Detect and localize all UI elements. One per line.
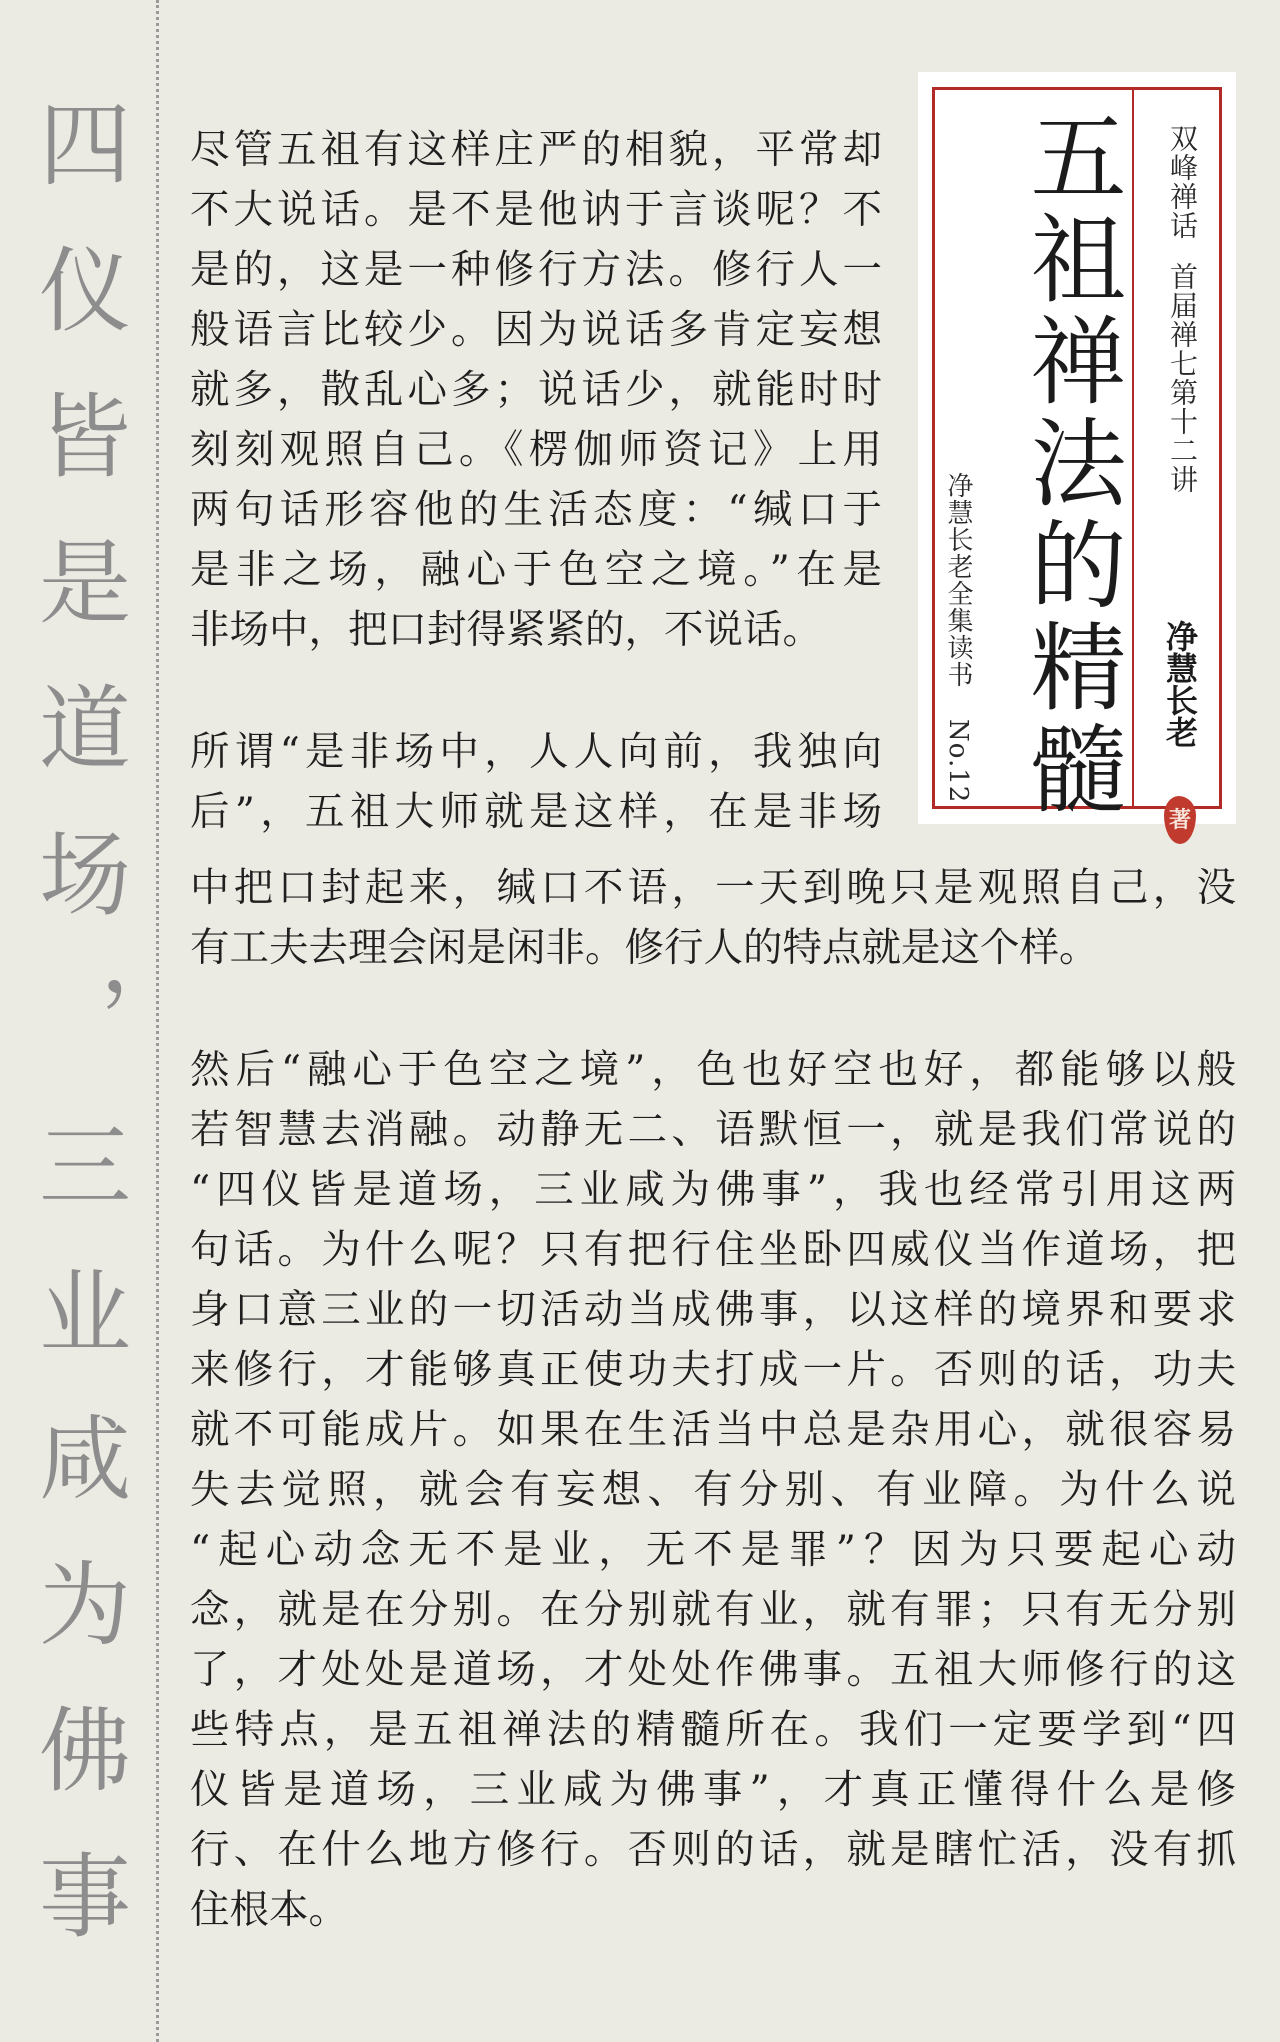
- text-line: 念，就是在分别。在分别就有业，就有罪；只有无分别: [190, 1587, 1236, 1633]
- text-line: 刻刻观照自己。《楞伽师资记》上用: [190, 427, 882, 473]
- text-line: 些特点，是五祖禅法的精髓所在。我们一定要学到“四: [190, 1707, 1236, 1753]
- text-line: 若智慧去消融。动静无二、语默恒一，就是我们常说的: [190, 1107, 1236, 1153]
- subtitle: [1164, 124, 1200, 494]
- text-line: 句话。为什么呢？只有把行住坐卧四威仪当作道场，把: [190, 1227, 1236, 1273]
- text-line: 来修行，才能够真正使功夫打成一片。否则的话，功夫: [190, 1347, 1236, 1393]
- text-line: “四仪皆是道场，三业咸为佛事”，我也经常引用这两: [190, 1167, 1236, 1213]
- text-line: 不大说话。是不是他讷于言谈呢？不: [190, 187, 882, 233]
- text-line: 仪皆是道场，三业咸为佛事”，才真正懂得什么是修: [190, 1767, 1236, 1813]
- series-label: [940, 472, 976, 803]
- text-line: 住根本。: [190, 1887, 348, 1933]
- author-name: 净慧长老: [1161, 620, 1199, 748]
- text-line: 有工夫去理会闲是闲非。修行人的特点就是这个样。: [190, 925, 1099, 971]
- text-line: 身口意三业的一切活动当成佛事，以这样的境界和要求: [190, 1287, 1236, 1333]
- text-line: “起心动念无不是业，无不是罪”？因为只要起心动: [190, 1527, 1236, 1573]
- text-line: 就多，散乱心多；说话少，就能时时: [190, 367, 882, 413]
- text-line: 非场中，把口封得紧紧的，不说话。: [190, 607, 822, 653]
- paragraph-2-end: [190, 858, 1236, 978]
- title-card-divider: [1132, 90, 1134, 806]
- subtitle-book: 双峰禅话: [1166, 124, 1199, 240]
- series-number: No.12: [943, 719, 973, 804]
- left-vertical-motto: 四仪皆是道场，三业咸为佛事: [24, 96, 131, 1994]
- text-line: 般语言比较少。因为说话多肯定妄想: [190, 307, 882, 353]
- text-line: 尽管五祖有这样庄严的相貌，平常却: [190, 127, 882, 173]
- series-text: 净慧长老全集读书: [943, 472, 973, 688]
- text-line: 然后“融心于色空之境”，色也好空也好，都能够以般: [190, 1047, 1236, 1093]
- subtitle-lecture: 首届禅七第十二讲: [1166, 262, 1199, 494]
- paragraph-1: [190, 120, 882, 660]
- text-line: 行、在什么地方修行。否则的话，就是瞎忙活，没有抓: [190, 1827, 1236, 1873]
- text-line: 了，才处处是道场，才处处作佛事。五祖大师修行的这: [190, 1647, 1236, 1693]
- dotted-divider-line: [156, 0, 159, 2042]
- text-line: 是非之场，融心于色空之境。”在是: [190, 547, 882, 593]
- text-line: 两句话形容他的生活态度：“缄口于: [190, 487, 882, 533]
- text-line: 失去觉照，就会有妄想、有分别、有业障。为什么说: [190, 1467, 1236, 1513]
- paragraph-2-start: [190, 722, 882, 842]
- author-seal: 著: [1164, 796, 1196, 844]
- text-line: 中把口封起来，缄口不语，一天到晚只是观照自己，没: [190, 865, 1236, 911]
- text-line: 是的，这是一种修行方法。修行人一: [190, 247, 882, 293]
- text-line: 所谓“是非场中，人人向前，我独向: [190, 729, 882, 775]
- text-line: 后”，五祖大师就是这样，在是非场: [190, 789, 882, 835]
- title-card: [918, 72, 1236, 833]
- paragraph-3: [190, 1040, 1236, 1940]
- main-title: 五祖禅法的精髓: [1015, 107, 1127, 821]
- text-line: 就不可能成片。如果在生活当中总是杂用心，就很容易: [190, 1407, 1236, 1453]
